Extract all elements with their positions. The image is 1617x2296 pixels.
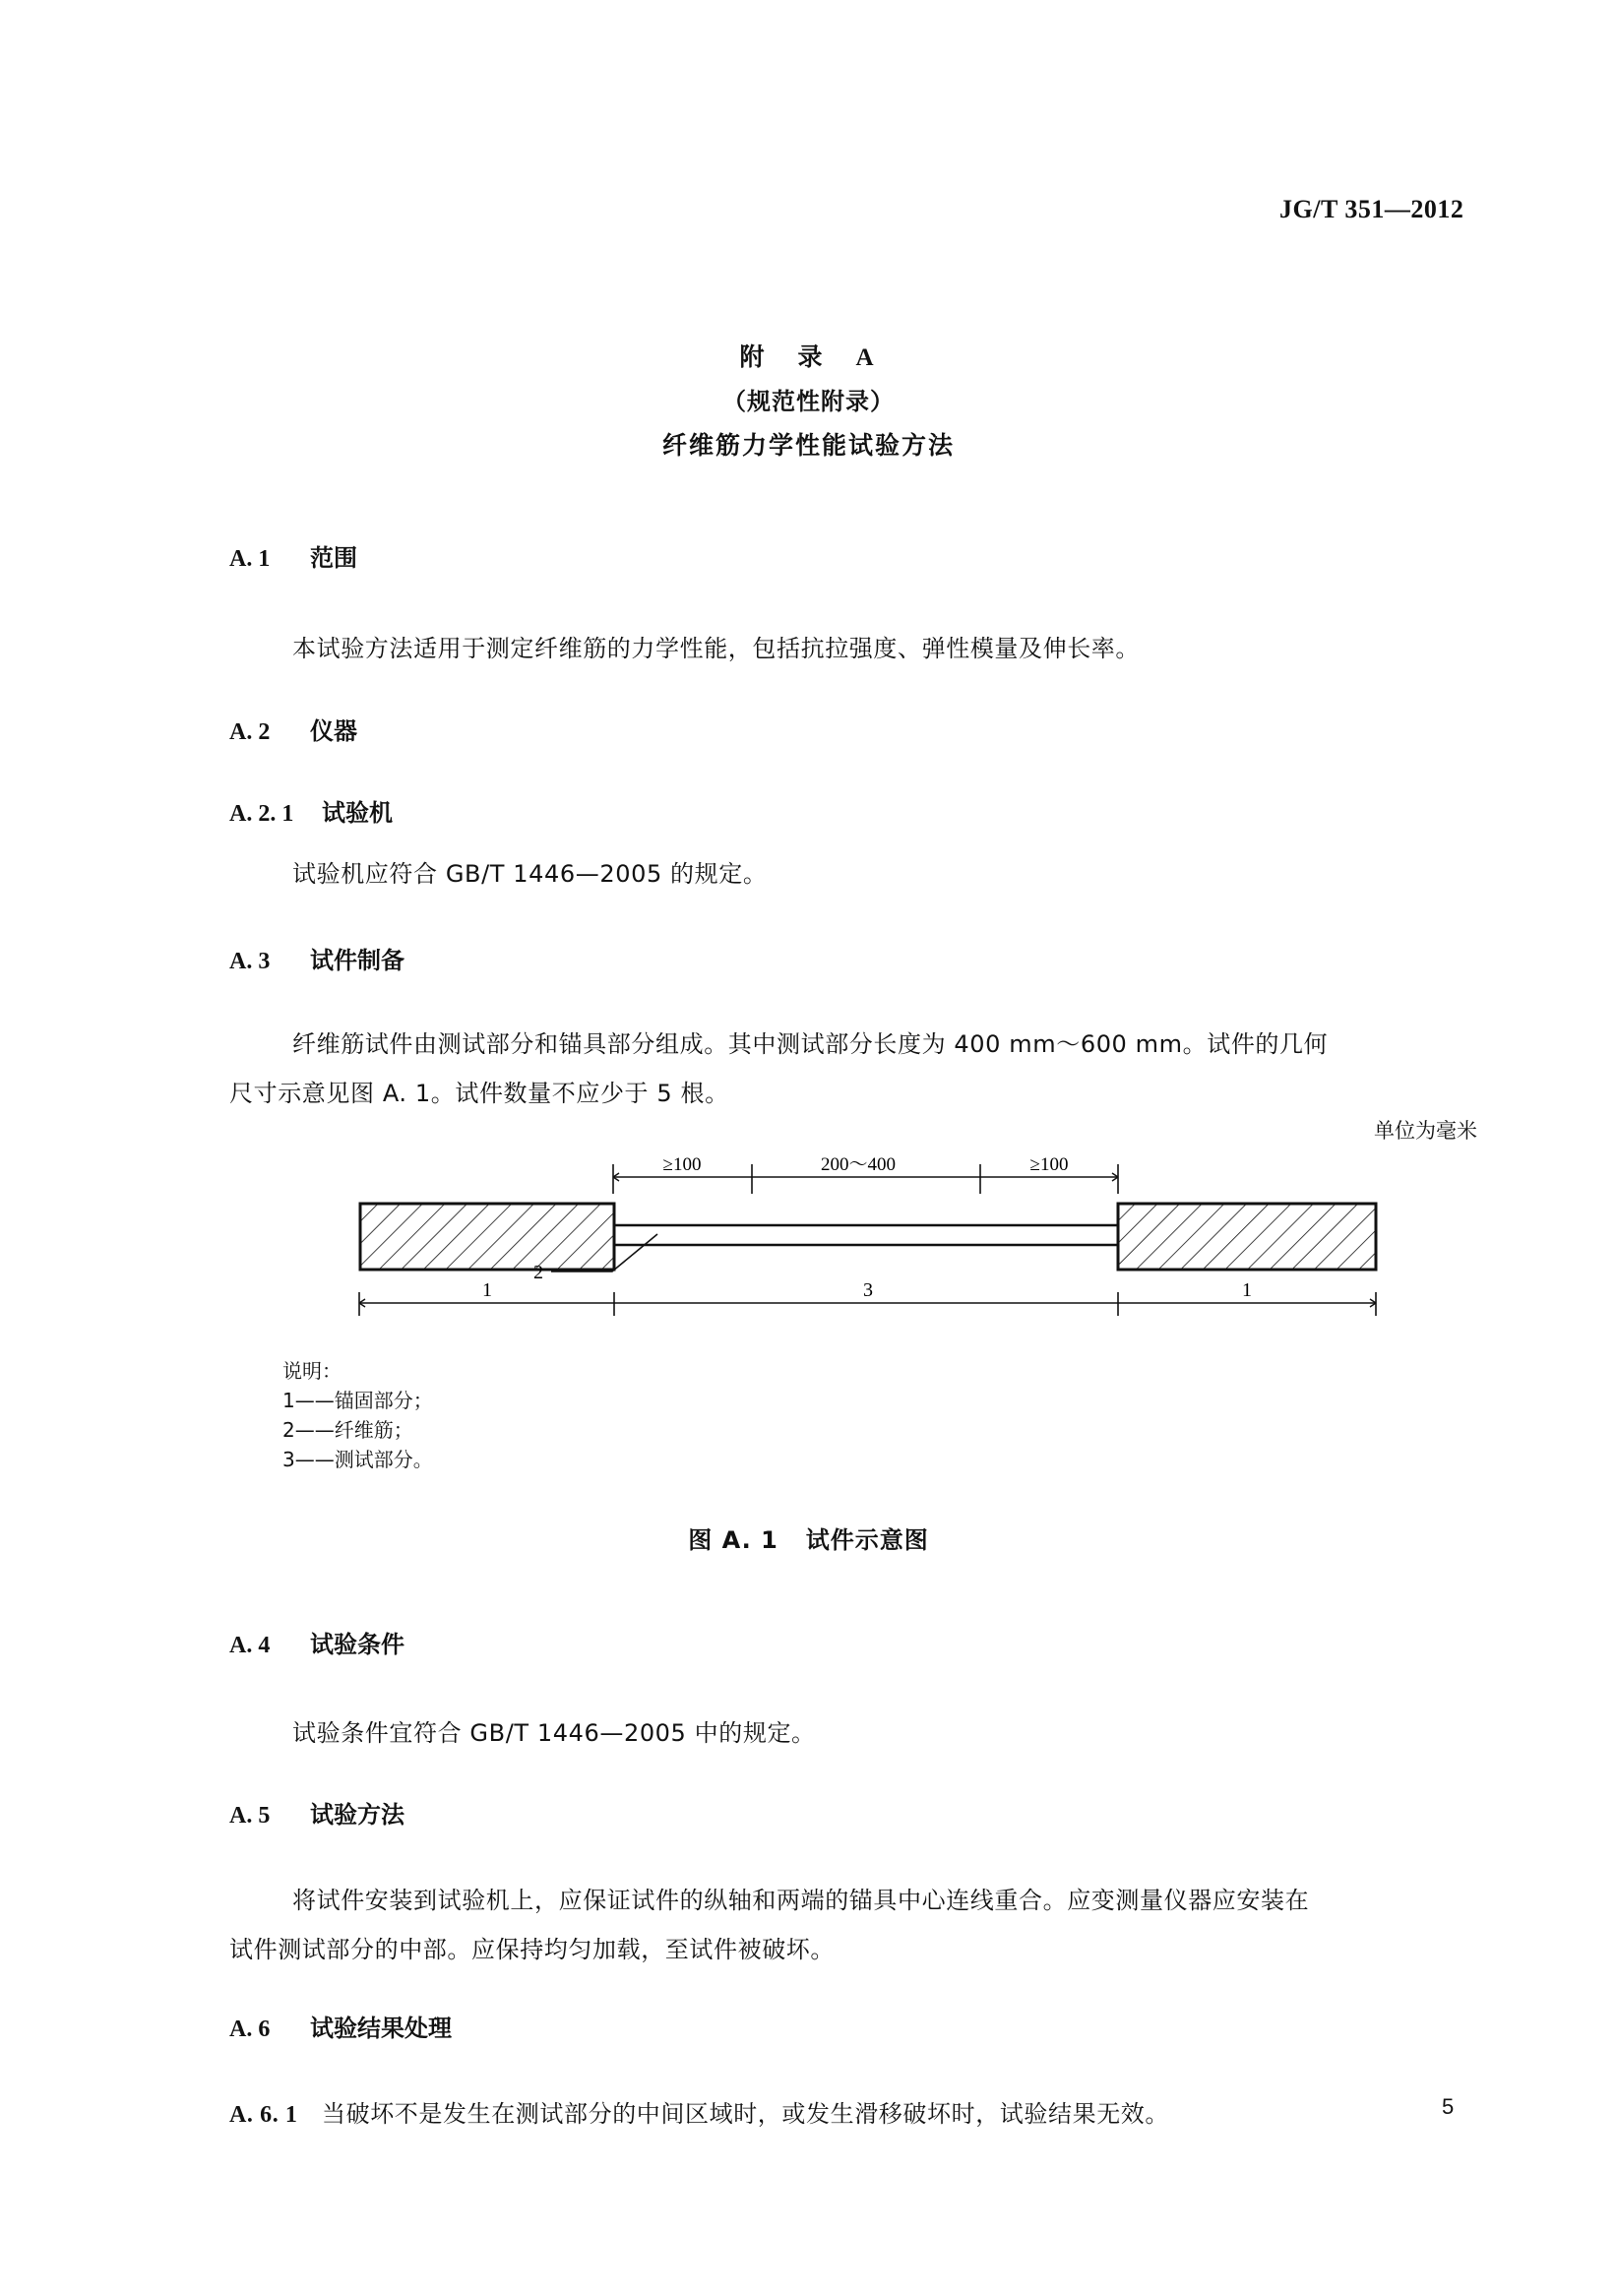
appendix-label-2: 录 <box>797 342 827 371</box>
legend-item <box>282 1385 433 1413</box>
appendix-title: 纤维筋力学性能试验方法 <box>661 431 955 460</box>
legend-item <box>282 1414 413 1443</box>
dim-label-test-section: 3 <box>863 1279 873 1301</box>
section-a6-heading <box>229 2009 452 2043</box>
section-number: A. 2 <box>229 719 271 745</box>
legend-text: 测试部分。 <box>334 1448 433 1471</box>
unit-note: 单位为毫米 <box>1374 1119 1477 1143</box>
page-number: 5 <box>1442 2094 1455 2119</box>
dim-label-right: ≥100 <box>1029 1154 1069 1175</box>
dim-label-anchor-left: 1 <box>482 1279 492 1301</box>
dim-label-center: 200～400 <box>820 1154 897 1175</box>
legend-dash: —— <box>294 1448 335 1471</box>
legend-item <box>282 1444 433 1472</box>
section-title: 试验条件 <box>310 1631 404 1658</box>
appendix-type: （规范性附录） <box>722 388 895 415</box>
section-a3-body-line2: 尺寸示意见图 A. 1。试件数量不应少于 5 根。 <box>229 1080 729 1107</box>
legend-key: 3 <box>282 1448 295 1471</box>
legend-dash: —— <box>294 1418 335 1442</box>
section-title: 试件制备 <box>310 947 404 974</box>
section-number: A. 1 <box>229 546 271 572</box>
section-a61-body: 当破坏不是发生在测试部分的中间区域时，或发生滑移破坏时，试验结果无效。 <box>322 2100 1169 2128</box>
legend-text: 纤维筋； <box>334 1418 413 1442</box>
section-number: A. 4 <box>229 1633 271 1658</box>
section-a5-body-line1: 将试件安装到试验机上，应保证试件的纵轴和两端的锚具中心连线重合。应变测量仪器应安装在 <box>292 1887 1310 1914</box>
section-title: 试验方法 <box>310 1801 404 1829</box>
section-a61 <box>229 2094 1169 2129</box>
section-a4-body: 试验条件宜符合 GB/T 1446—2005 中的规定。 <box>292 1719 816 1747</box>
caption-title: 试件示意图 <box>805 1526 929 1554</box>
legend-key: 2 <box>282 1418 295 1442</box>
section-number: A. 6 <box>229 2017 271 2042</box>
section-a4-heading <box>229 1625 404 1659</box>
legend-dash: —— <box>294 1389 335 1412</box>
section-a1-body: 本试验方法适用于测定纤维筋的力学性能，包括抗拉强度、弹性模量及伸长率。 <box>292 635 1140 662</box>
legend-text: 锚固部分； <box>334 1389 433 1412</box>
section-a5-heading <box>229 1795 404 1830</box>
section-a3-body-line1: 纤维筋试件由测试部分和锚具部分组成。其中测试部分长度为 400 mm～600 mm。试件的几何 <box>292 1030 1329 1058</box>
anchor-block-right <box>1118 1204 1376 1270</box>
caption-number: 图 A. 1 <box>688 1526 778 1554</box>
figure-caption <box>0 1520 1617 1555</box>
section-number: A. 5 <box>229 1803 271 1829</box>
standard-code: JG/T 351—2012 <box>1279 195 1464 223</box>
dim-label-anchor-right: 1 <box>1242 1279 1252 1301</box>
section-title: 试验机 <box>322 799 393 827</box>
section-title: 试验结果处理 <box>310 2015 452 2042</box>
appendix-letter: A <box>855 344 878 371</box>
section-title: 范围 <box>310 544 357 572</box>
callout-label: 2 <box>533 1262 543 1283</box>
dim-label-left: ≥100 <box>662 1154 702 1175</box>
section-a5-body-line2: 试件测试部分的中部。应保持均匀加载，至试件被破坏。 <box>229 1936 835 1963</box>
section-number: A. 2. 1 <box>229 801 294 827</box>
anchor-block-left <box>360 1204 614 1270</box>
section-number: A. 3 <box>229 949 271 974</box>
section-a21-body: 试验机应符合 GB/T 1446—2005 的规定。 <box>292 860 768 888</box>
section-title: 仪器 <box>310 717 357 745</box>
legend-key: 1 <box>282 1389 295 1412</box>
legend-title: 说明： <box>282 1359 342 1383</box>
section-number: A. 6. 1 <box>229 2102 298 2128</box>
appendix-label: 附 <box>739 342 769 371</box>
